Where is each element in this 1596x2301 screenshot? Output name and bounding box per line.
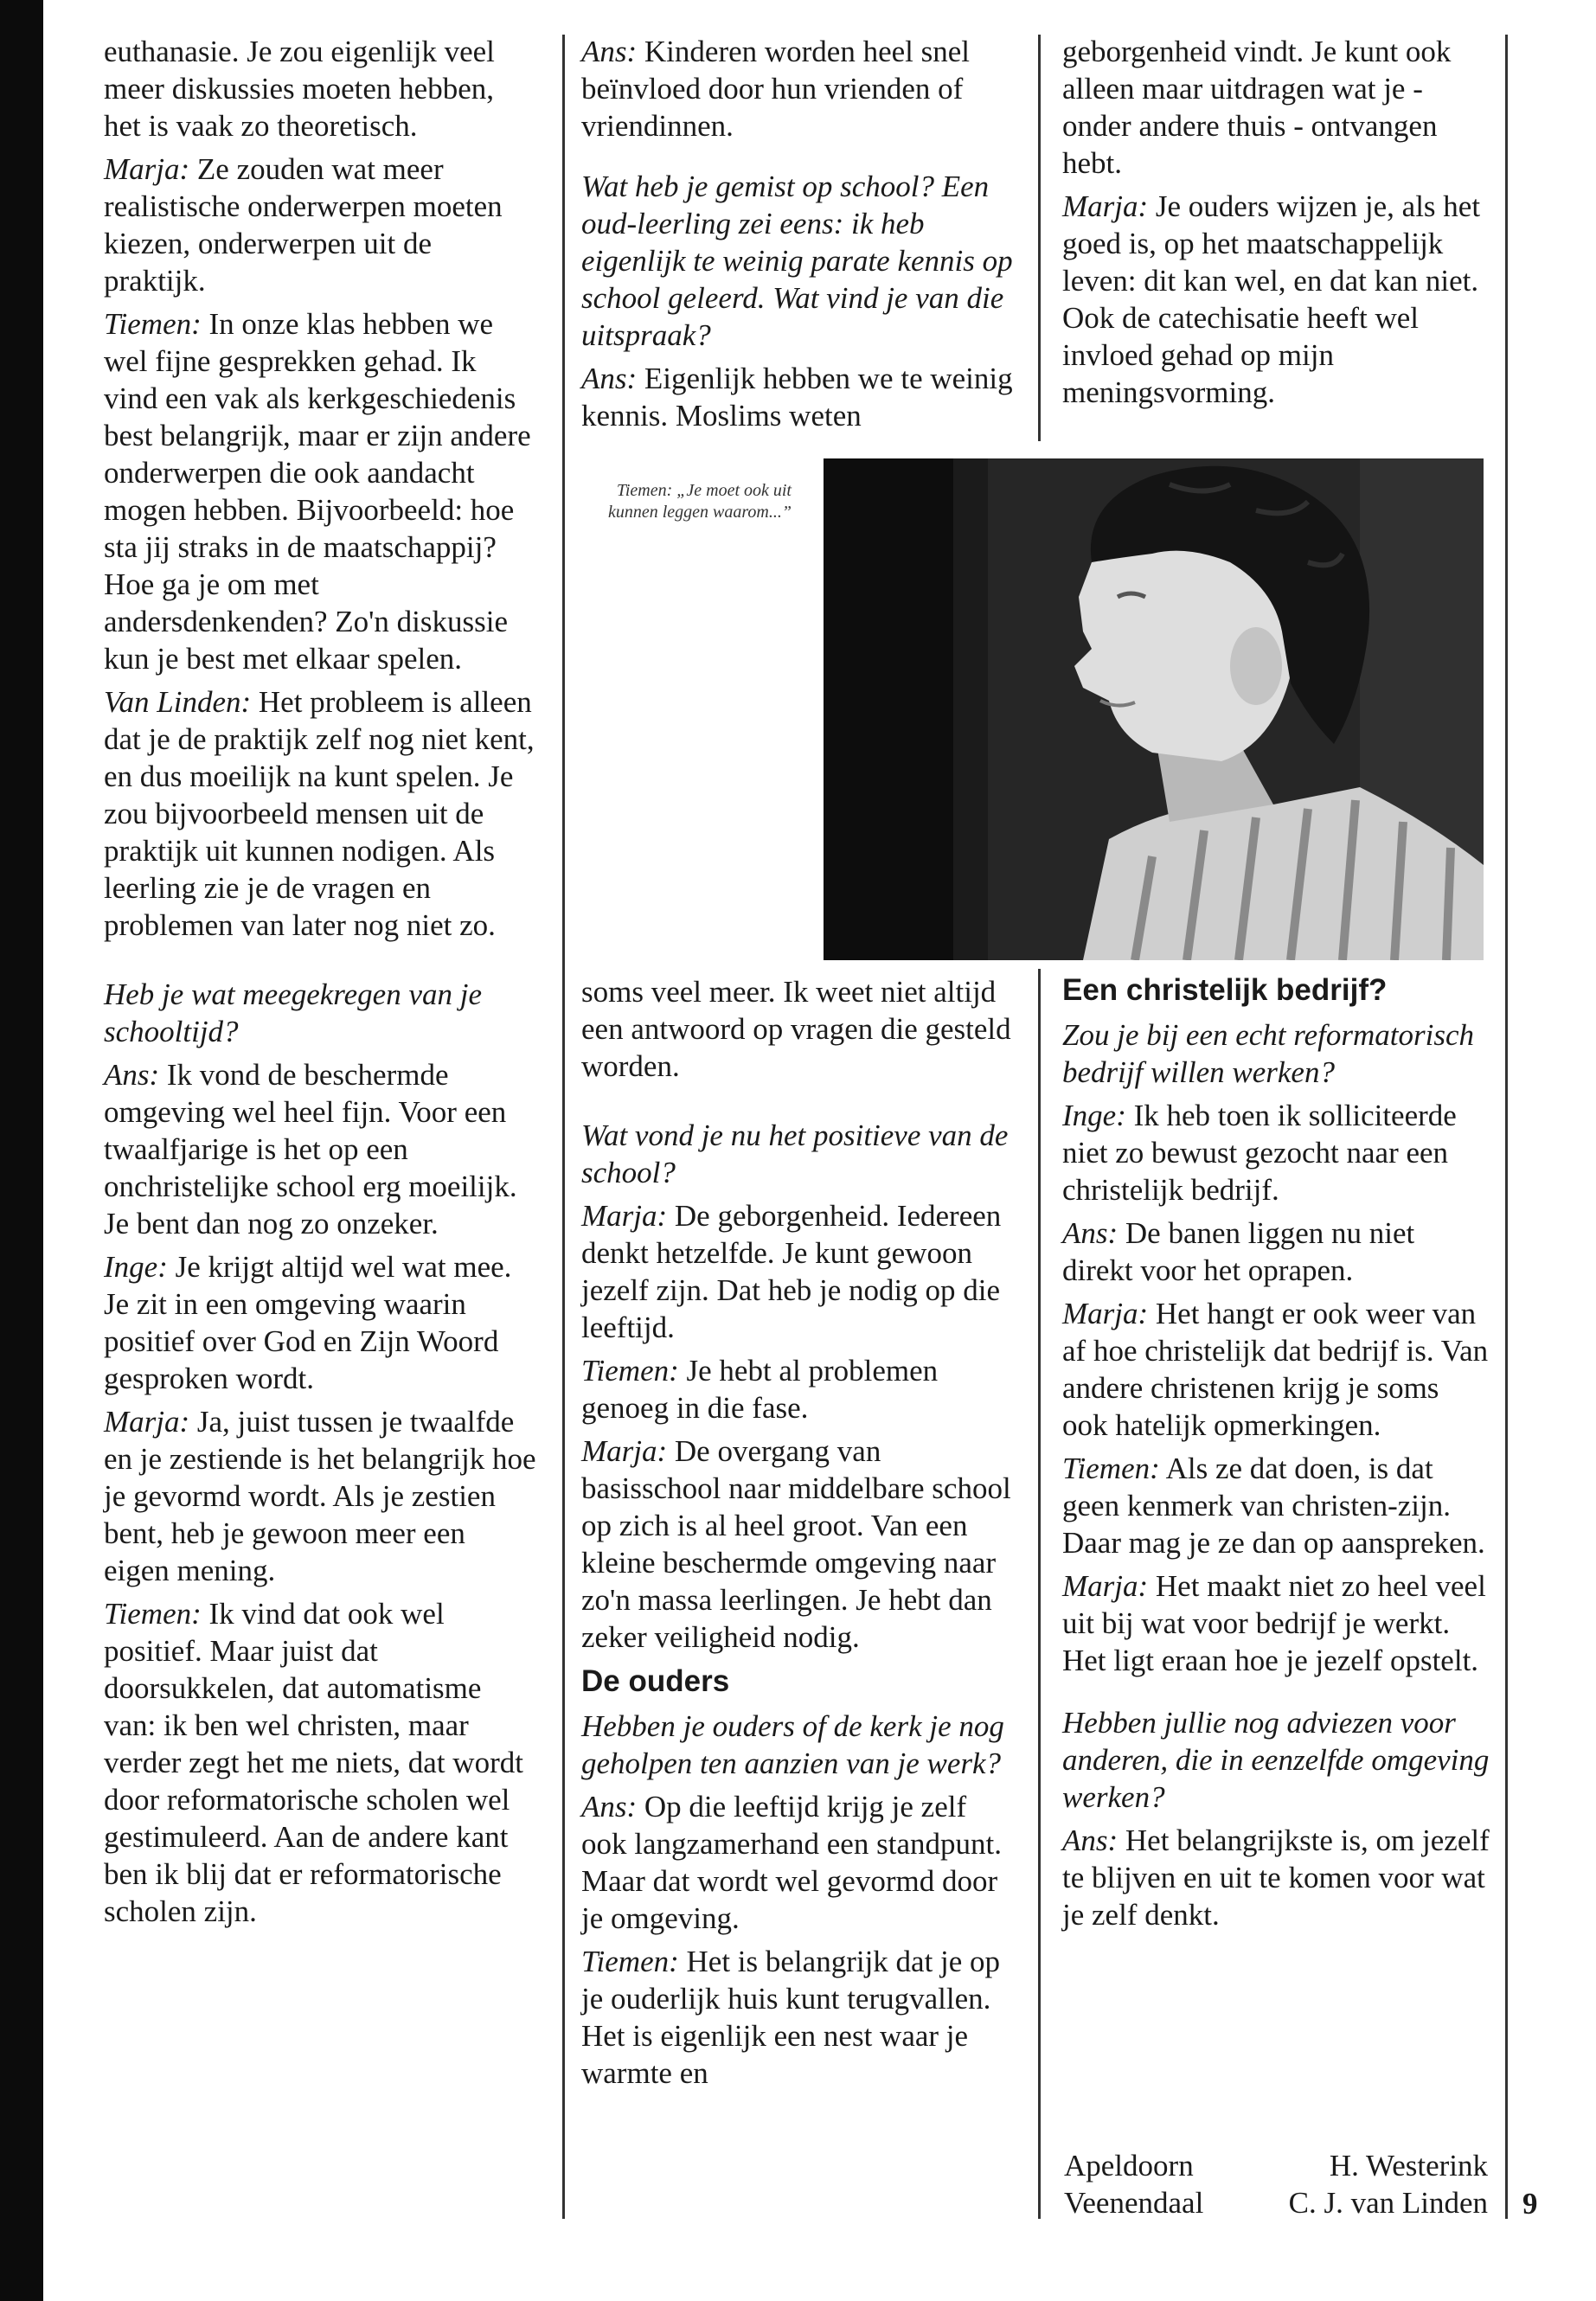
portrait-illustration [824, 458, 1484, 960]
paragraph: Marja: De overgang van basisschool naar middelbare school op zich is al heel groot. Van een kleine beschermde omgeving naar zo'n massa leerlingen. Je hebt dan zeker veiligheid nodig. [581, 1434, 1011, 1654]
signature-name: C. J. van Linden [1288, 2186, 1488, 2220]
paragraph: Marja: Ze zouden wat meer realistische onderwerpen moeten kiezen, onderwerpen uit de praktijk. [104, 152, 503, 298]
paragraph: Tiemen: Je hebt al problemen genoeg in die fase. [581, 1354, 939, 1425]
signature-name: H. Westerink [1329, 2149, 1488, 2182]
speaker: Tiemen: [104, 1597, 202, 1631]
paragraph: Van Linden: Het probleem is alleen dat je de praktijk zelf nog niet kent, en dus moeilijk na kunt spelen. Je zou bijvoorbeeld mensen uit de praktijk uit kunnen nodigen. Als leerling zie je de vragen en problemen van later nog niet zo. [104, 685, 535, 942]
column-rule-right-bottom [1038, 969, 1041, 2219]
signature-city: Veenendaal [1064, 2186, 1204, 2220]
paragraph: soms veel meer. Ik weet niet altijd een antwoord op vragen die gesteld worden. [581, 975, 1011, 1083]
scan-edge-bar [0, 0, 43, 2301]
paragraph: Tiemen: Ik vind dat ook wel positief. Maar juist dat doorsukkelen, dat automatisme van: ik ben wel christen, maar verder zegt het me niets, dat wordt door reformatorische scholen wel gestimuleerd. Aan de andere kant ben ik blij dat er reformatorische scholen zijn. [104, 1597, 523, 1928]
column-rule-right-top [1038, 35, 1041, 441]
speaker: Tiemen: [104, 307, 202, 341]
speaker: Inge: [1062, 1099, 1126, 1132]
paragraph: Ans: Ik vond de beschermde omgeving wel heel fijn. Voor een twaalfjarige is het op een onchristelijke school erg moeilijk. Je bent dan nog zo onzeker. [104, 1058, 517, 1240]
paragraph: Ans: Eigenlijk hebben we te weinig kennis. Moslims weten [581, 362, 1013, 433]
speaker: Ans: [581, 35, 638, 68]
speaker: Marja: [1062, 1297, 1149, 1330]
paragraph: Tiemen: In onze klas hebben we wel fijne gesprekken gehad. Ik vind een vak als kerkgeschiedenis best belangrijk, maar er zijn andere onderwerpen die ook aandacht mogen hebben. Bijvoorbeeld: hoe sta jij straks in de maatschappij? Hoe ga je om met andersdenkenden? Zo'n diskussie kun je best met elkaar spelen. [104, 307, 531, 676]
speaker: Tiemen: [1062, 1452, 1160, 1485]
speaker: Marja: [1062, 1569, 1149, 1603]
column-right-top [1062, 33, 1490, 417]
paragraph: Marja: De geborgenheid. Iedereen denkt hetzelfde. Je kunt gewoon jezelf zijn. Dat heb je nodig op die leeftijd. [581, 1199, 1002, 1344]
speaker: Ans: [1062, 1823, 1118, 1857]
signature-row [1064, 2184, 1488, 2221]
paragraph: euthanasie. Je zou eigenlijk veel meer diskussies moeten hebben, het is vaak zo theoretisch. [104, 35, 495, 143]
question: Wat vond je nu het positieve van de school? [581, 1118, 1009, 1189]
column-middle-bottom [581, 973, 1014, 2098]
paragraph: Tiemen: Als ze dat doen, is dat geen kenmerk van christen-zijn. Daar mag je ze dan op aanspreken. [1062, 1452, 1485, 1560]
paragraph: Ans: Op die leeftijd krijg je zelf ook langzamerhand een standpunt. Maar dat wordt wel gevormd door je omgeving. [581, 1790, 1002, 1935]
paragraph: Ans: Het belangrijkste is, om jezelf te blijven en uit te komen voor wat je zelf denkt. [1062, 1823, 1490, 1932]
paragraph: Ans: De banen liggen nu niet direkt voor het oprapen. [1062, 1216, 1415, 1287]
speaker: Tiemen: [581, 1945, 679, 1978]
paragraph: geborgenheid vindt. Je kunt ook alleen maar uitdragen wat je - onder andere thuis - ontvangen hebt. [1062, 35, 1452, 180]
question: Hebben jullie nog adviezen voor anderen, die in eenzelfde omgeving werken? [1062, 1706, 1490, 1814]
speaker: Inge: [104, 1250, 168, 1284]
paragraph: Inge: Ik heb toen ik solliciteerde niet zo bewust gezocht naar een christelijk bedrijf. [1062, 1099, 1457, 1207]
column-right-bottom [1062, 971, 1490, 1939]
paragraph: Marja: Ja, juist tussen je twaalfde en je zestiende is het belangrijk hoe je gevormd wordt. Als je zestien bent, heb je gewoon meer een eigen mening. [104, 1405, 536, 1587]
speaker: Ans: [581, 1790, 638, 1823]
paragraph: Tiemen: Het is belangrijk dat je op je ouderlijk huis kunt terugvallen. Het is eigenlijk een nest waar je warmte en [581, 1945, 1001, 2090]
signature-row [1064, 2147, 1488, 2184]
question: Hebben je ouders of de kerk je nog geholpen ten aanzien van je werk? [581, 1709, 1004, 1780]
signature-city: Apeldoorn [1064, 2149, 1194, 2182]
column-middle-top [581, 33, 1014, 440]
paragraph: Marja: Je ouders wijzen je, als het goed is, op het maatschappelijk leven: dit kan wel, en dat kan niet. Ook de catechisatie heeft wel invloed gehad op mijn meningsvorming. [1062, 189, 1481, 409]
column-rule-left [562, 35, 565, 2219]
question: Wat heb je gemist op school? Een oud-leerling zei eens: ik heb eigenlijk te weinig parate kennis op school geleerd. Wat vind je van die uitspraak? [581, 170, 1013, 352]
photo-caption: Tiemen: „Je moet ook uit kunnen leggen waarom...” [607, 481, 792, 522]
question: Heb je wat meegekregen van je schooltijd? [104, 977, 482, 1048]
paragraph: Inge: Je krijgt altijd wel wat mee. Je zit in een omgeving waarin positief over God en Zijn Woord gesproken wordt. [104, 1250, 512, 1395]
author-signature [1064, 2147, 1488, 2221]
speaker: Marja: [1062, 189, 1149, 223]
speaker: Marja: [581, 1434, 668, 1468]
column-left [104, 33, 536, 1936]
speaker: Marja: [104, 152, 190, 186]
page-number: 9 [1522, 2187, 1538, 2221]
paragraph: Ans: Kinderen worden heel snel beïnvloed door hun vrienden of vriendinnen. [581, 35, 971, 143]
speaker: Ans: [104, 1058, 160, 1092]
paragraph: Marja: Het hangt er ook weer van af hoe christelijk dat bedrijf is. Van andere christenen krijg je soms ook hatelijk opmerkingen. [1062, 1297, 1489, 1442]
speaker: Ans: [581, 362, 638, 395]
question: Zou je bij een echt reformatorisch bedrijf willen werken? [1062, 1018, 1474, 1089]
speaker: Marja: [581, 1199, 668, 1233]
paragraph: Marja: Het maakt niet zo heel veel uit bij wat voor bedrijf je werkt. Het ligt eraan hoe je jezelf opstelt. [1062, 1569, 1486, 1677]
speaker: Marja: [104, 1405, 190, 1439]
section-heading: Een christelijk bedrijf? [1062, 973, 1388, 1007]
speaker: Ans: [1062, 1216, 1118, 1250]
portrait-photo [824, 458, 1484, 960]
page-rule-right [1505, 35, 1508, 2219]
speaker: Van Linden: [104, 685, 252, 719]
speaker: Tiemen: [581, 1354, 679, 1388]
section-heading: De ouders [581, 1664, 730, 1698]
